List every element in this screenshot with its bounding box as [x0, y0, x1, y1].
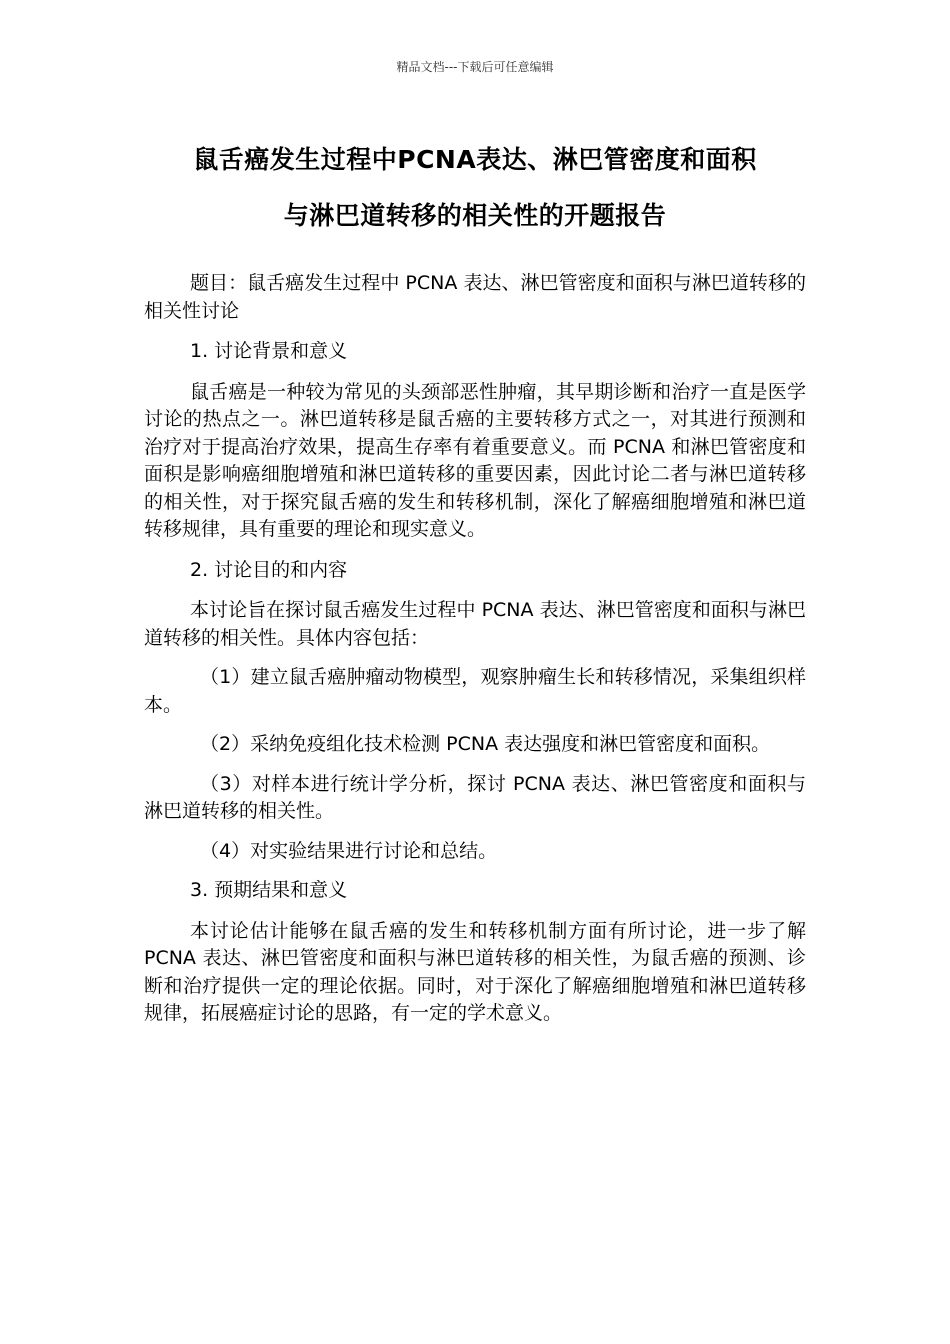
- document-body: [144, 270, 806, 1028]
- section-3-heading: 3. 预期结果和意义: [190, 879, 348, 901]
- list-item: （4）对实验结果进行讨论和总结。: [200, 839, 498, 862]
- section-3-body: 本讨论估计能够在鼠舌癌的发生和转移机制方面有所讨论，进一步了解 PCNA 表达、淋巴管密度和面积与淋巴道转移的相关性，为鼠舌癌的预测、诊断和治疗提供一定的理论依据。同时，对于深化了解癌细胞增殖和淋巴道转移规律，拓展癌症讨论的思路，有一定的学术意义。: [144, 919, 806, 1024]
- section-1-body: 鼠舌癌是一种较为常见的头颈部恶性肿瘤，其早期诊断和治疗一直是医学讨论的热点之一。淋巴道转移是鼠舌癌的主要转移方式之一，对其进行预测和治疗对于提高治疗效果，提高生存率有着重要意义。而 PCNA 和淋巴管密度和面积是影响癌细胞增殖和淋巴道转移的重要因素，因此讨论二者与淋巴道转移的相关性，对于探究鼠舌癌的发生和转移机制，深化了解癌细胞增殖和淋巴道转移规律，具有重要的理论和现实意义。: [144, 380, 806, 540]
- section-2-body: 本讨论旨在探讨鼠舌癌发生过程中 PCNA 表达、淋巴管密度和面积与淋巴道转移的相关性。具体内容包括：: [144, 599, 806, 649]
- list-item: （2）采纳免疫组化技术检测 PCNA 表达强度和淋巴管密度和面积。: [200, 733, 771, 755]
- section-2-heading: 2. 讨论目的和内容: [190, 558, 348, 581]
- list-item: （1）建立鼠舌癌肿瘤动物模型，观察肿瘤生长和转移情况，采集组织样本。: [144, 666, 806, 716]
- document-title-line1: 鼠舌癌发生过程中PCNA表达、淋巴管密度和面积: [193, 145, 757, 174]
- list-item: （3）对样本进行统计学分析，探讨 PCNA 表达、淋巴管密度和面积与淋巴道转移的相关性。: [144, 772, 806, 822]
- topic-paragraph: 题目：鼠舌癌发生过程中 PCNA 表达、淋巴管密度和面积与淋巴道转移的相关性讨论: [144, 272, 806, 322]
- header-note: 精品文档---下载后可任意编辑: [396, 60, 554, 74]
- section-1-heading: 1. 讨论背景和意义: [190, 340, 348, 362]
- document-title-line2: 与淋巴道转移的相关性的开题报告: [283, 201, 667, 230]
